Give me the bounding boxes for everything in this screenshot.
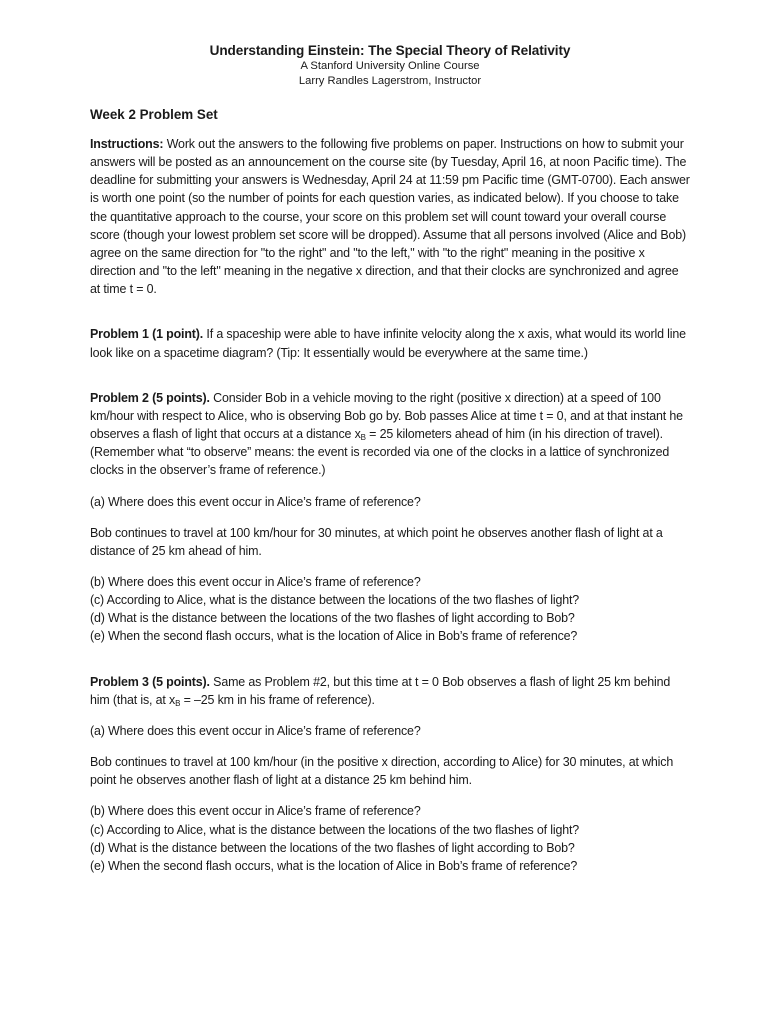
- problem-3-text-before: Same as Problem #2, but this time at t = 0 Bob observes a flash of light 25 km behind him (that is, at x: [90, 674, 671, 707]
- problem-3-subscript: B: [175, 698, 181, 708]
- problem-2-question-b: (b) Where does this event occur in Alice’s frame of reference?: [90, 574, 421, 589]
- problem-3-question-e: (e) When the second flash occurs, what is the location of Alice in Bob’s frame of reference?: [90, 858, 578, 873]
- problem-2-text-before: Consider Bob in a vehicle moving to the right (positive x direction) at a speed of 100 km/hour with respect to Alice, who is observing Bob go by. Bob passes Alice at time t = 0, and at that instant he observes a flash of light that occurs at a distance x: [90, 390, 683, 442]
- problem-3-question-c: (c) According to Alice, what is the distance between the locations of the two flashes of light?: [90, 822, 580, 837]
- problem-2-lead: Problem 2 (5 points).: [90, 390, 210, 405]
- problem-3-text-after: = –25 km in his frame of reference).: [180, 692, 375, 707]
- problem-2-question-c: (c) According to Alice, what is the distance between the locations of the two flashes of light?: [90, 593, 580, 608]
- problem-1-lead: Problem 1 (1 point).: [90, 327, 204, 342]
- problem-3-statement: [90, 673, 690, 709]
- problem-2-question-e: (e) When the second flash occurs, what is the location of Alice in Bob’s frame of reference?: [90, 629, 578, 644]
- problem-3: [90, 673, 690, 875]
- instructions-paragraph: [90, 135, 690, 298]
- instructions-text: Work out the answers to the following five problems on paper. Instructions on how to submit your answers will be posted as an announcement on the course site (by Tuesday, April 16, at noon Pacific time). The deadline for submitting your answers is Wednesday, April 24 at 11:59 pm Pacific time (GMT-0700). Each answer is worth one point (so the number of points for each question varies, as indicated below). If you choose to take the quantitative approach to the course, your score on this problem set will count toward your overall course score (though your lowest problem set score will be dropped). Assume that all persons involved (Alice and Bob) agree on the same direction for "to the right" and "to the left," with "to the right" meaning in the positive x direction and "to the left" meaning in the negative x direction, and that their clocks are synchronized and agree at time t = 0.: [90, 137, 690, 297]
- problem-1-statement: [90, 325, 690, 361]
- problem-2-subscript: B: [360, 433, 366, 443]
- problem-2-question-d: (d) What is the distance between the locations of the two flashes of light according to Bob?: [90, 611, 575, 626]
- problem-3-question-b: (b) Where does this event occur in Alice’s frame of reference?: [90, 804, 421, 819]
- document-header: [90, 42, 690, 89]
- instructor-line: Larry Randles Lagerstrom, Instructor: [298, 75, 482, 87]
- problem-3-continuation: Bob continues to travel at 100 km/hour (in the positive x direction, according to Alice) for 30 minutes, at which point he observes another flash of light at a distance 25 km behind him.: [90, 755, 674, 788]
- problem-1-text: If a spaceship were able to have infinite velocity along the x axis, what would its world line look like on a spacetime diagram? (Tip: It essentially would be everywhere at the same time.): [90, 327, 686, 360]
- problem-2-continuation: Bob continues to travel at 100 km/hour for 30 minutes, at which point he observes another flash of light at a distance of 25 km ahead of him.: [90, 525, 663, 558]
- problem-2: [90, 389, 690, 646]
- course-subtitle: A Stanford University Online Course: [300, 60, 480, 72]
- problem-3-question-a: (a) Where does this event occur in Alice’s frame of reference?: [90, 723, 421, 738]
- problem-2-text-after: = 25 kilometers ahead of him (in his direction of travel). (Remember what “to observe” means: the event is recorded via one of the clocks in a lattice of synchronized clocks in the observer’s frame of reference.): [90, 427, 670, 478]
- problem-3-lead: Problem 3 (5 points).: [90, 674, 210, 689]
- course-title: Understanding Einstein: The Special Theory of Relativity: [209, 43, 571, 58]
- instructions-lead: Instructions:: [90, 137, 164, 151]
- problem-2-statement: [90, 389, 690, 480]
- problem-3-question-d: (d) What is the distance between the locations of the two flashes of light according to Bob?: [90, 840, 575, 855]
- problem-set-title: Week 2 Problem Set: [90, 107, 218, 122]
- problem-2-question-a: (a) Where does this event occur in Alice’s frame of reference?: [90, 494, 421, 509]
- problem-1: [90, 325, 690, 361]
